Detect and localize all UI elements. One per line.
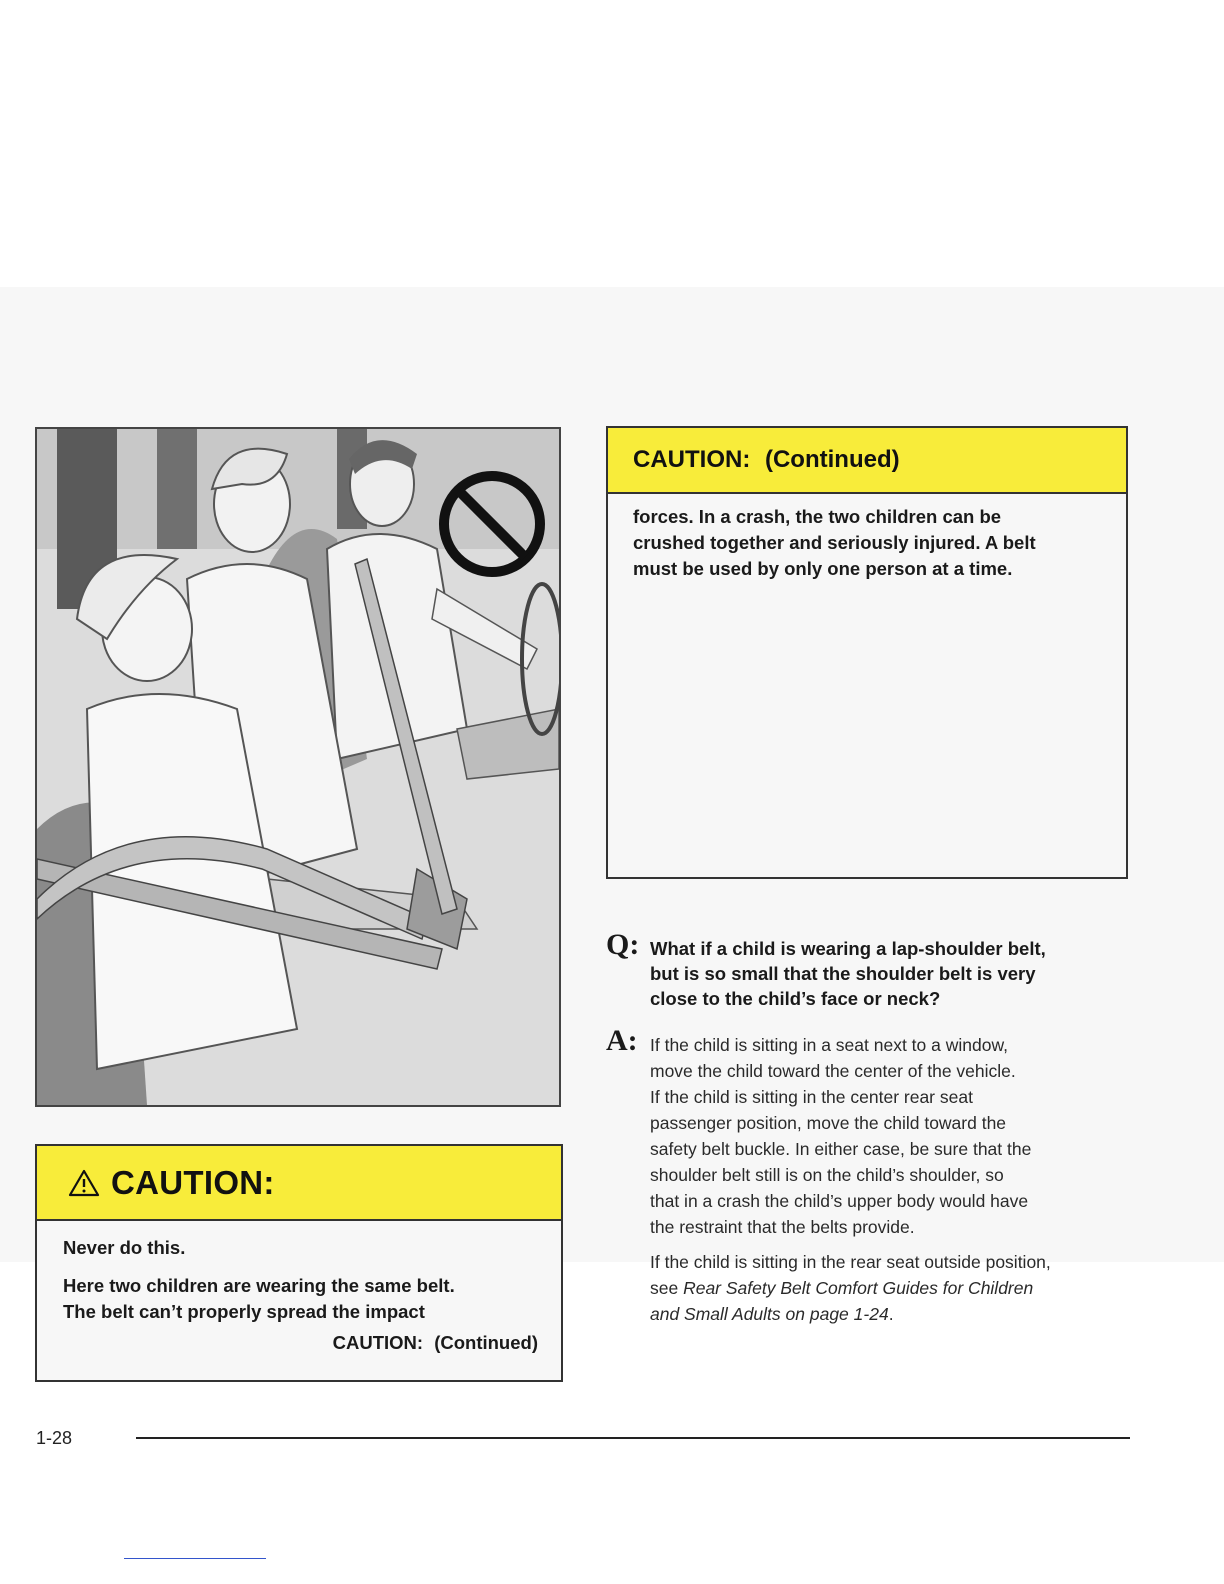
caution-banner bbox=[608, 428, 1126, 494]
caution-box bbox=[35, 1144, 563, 1382]
caution-text-line: must be used by only one person at a time. bbox=[633, 558, 1013, 579]
caution-text bbox=[63, 1273, 537, 1325]
answer-text-suffix: . bbox=[888, 1304, 894, 1324]
caution-title: CAUTION: bbox=[111, 1163, 275, 1201]
answer-paragraph bbox=[650, 1249, 1146, 1327]
question-line: close to the child’s face or neck? bbox=[650, 988, 941, 1009]
question-marker: Q: bbox=[606, 928, 640, 961]
page bbox=[0, 287, 1224, 1448]
answer-marker: A: bbox=[606, 1024, 638, 1057]
cross-reference-link[interactable]: and Small Adults on page 1-24 bbox=[650, 1304, 889, 1324]
page-number: 1-28 bbox=[36, 1428, 73, 1448]
answer-line: passenger position, move the child toward the bbox=[650, 1113, 1007, 1133]
answer-line: move the child toward the center of the vehicle. bbox=[650, 1061, 1016, 1081]
answer-block bbox=[606, 1024, 1146, 1336]
caution-text-line: crushed together and seriously injured. A belt bbox=[633, 532, 1036, 553]
caution-text-line: Here two children are wearing the same belt. bbox=[63, 1275, 455, 1296]
answer-text-prefix: see bbox=[650, 1278, 684, 1298]
answer-line: If the child is sitting in a seat next to a window, bbox=[650, 1035, 1008, 1055]
illustration-two-children-one-belt bbox=[35, 427, 561, 1107]
answer-line: safety belt buckle. In either case, be sure that the bbox=[650, 1139, 1032, 1159]
question-line: What if a child is wearing a lap-shoulder belt, bbox=[650, 938, 1046, 959]
caution-text-line: The belt can’t properly spread the impact bbox=[63, 1301, 425, 1322]
footer-rule bbox=[136, 1437, 1130, 1439]
illustration-drawing bbox=[37, 429, 559, 1105]
answer-line: that in a crash the child’s upper body would have bbox=[650, 1191, 1029, 1211]
caution-continued-label: CAUTION: (Continued) bbox=[332, 1332, 538, 1353]
caution-title: CAUTION: (Continued) bbox=[633, 446, 900, 473]
question-block bbox=[606, 928, 1146, 1011]
question-text bbox=[650, 936, 1146, 1011]
answer-line: the restraint that the belts provide. bbox=[650, 1217, 915, 1237]
caution-banner bbox=[37, 1146, 561, 1221]
caution-text: Never do this. bbox=[63, 1237, 186, 1258]
bottom-link-underline bbox=[124, 1558, 266, 1559]
caution-body bbox=[37, 1221, 561, 1325]
caution-body bbox=[608, 494, 1126, 582]
answer-text bbox=[650, 1032, 1146, 1327]
answer-line: If the child is sitting in the center rear seat bbox=[650, 1087, 973, 1107]
answer-paragraph bbox=[650, 1032, 1146, 1240]
warning-triangle-icon bbox=[67, 1168, 101, 1198]
answer-line: If the child is sitting in the rear seat outside position, bbox=[650, 1252, 1051, 1272]
answer-line: shoulder belt still is on the child’s shoulder, so bbox=[650, 1165, 1004, 1185]
caution-text-line: forces. In a crash, the two children can be bbox=[633, 506, 1002, 527]
caution-continued-box bbox=[606, 426, 1128, 879]
cross-reference-link[interactable]: Rear Safety Belt Comfort Guides for Children bbox=[683, 1278, 1034, 1298]
question-line: but is so small that the shoulder belt is very bbox=[650, 963, 1036, 984]
